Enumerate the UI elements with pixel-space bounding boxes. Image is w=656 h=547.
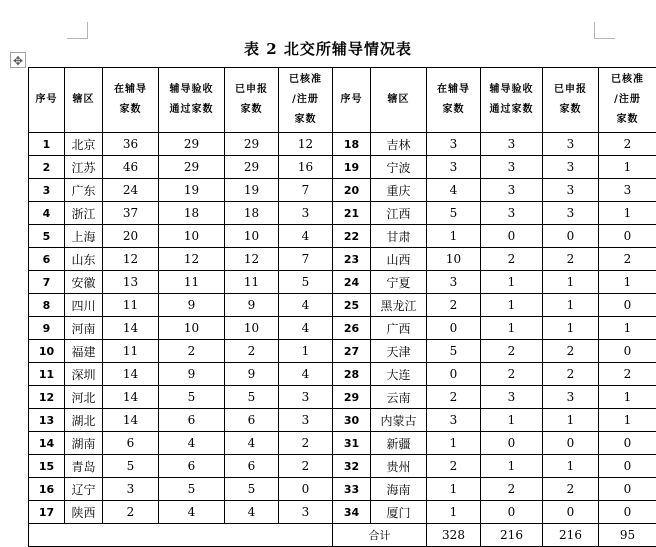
- seq-cell: 6: [29, 248, 65, 271]
- in-tutoring-cell: 1: [427, 478, 481, 501]
- filed-cell: 29: [225, 156, 279, 179]
- region-cell: 湖北: [65, 409, 103, 432]
- table-row: [29, 271, 656, 294]
- approved-cell: 4: [279, 363, 333, 386]
- seq-cell: 19: [333, 156, 371, 179]
- region-cell: 宁夏: [371, 271, 427, 294]
- filed-cell: 6: [225, 455, 279, 478]
- tutoring-table: [28, 67, 656, 547]
- approved-cell: 2: [599, 248, 656, 271]
- table-row: [29, 478, 656, 501]
- filed-cell: 2: [543, 478, 599, 501]
- passed-cell: 29: [159, 133, 225, 156]
- region-cell: 四川: [65, 294, 103, 317]
- in-tutoring-cell: 2: [427, 386, 481, 409]
- region-cell: 江苏: [65, 156, 103, 179]
- filed-cell: 3: [543, 156, 599, 179]
- approved-cell: 12: [279, 133, 333, 156]
- approved-cell: 0: [599, 432, 656, 455]
- filed-cell: 2: [225, 340, 279, 363]
- region-cell: 河南: [65, 317, 103, 340]
- header-in-tutoring: 在辅导 家数: [103, 68, 159, 133]
- filed-cell: 5: [225, 386, 279, 409]
- region-cell: 深圳: [65, 363, 103, 386]
- approved-cell: 4: [279, 317, 333, 340]
- in-tutoring-cell: 1: [427, 432, 481, 455]
- passed-cell: 2: [481, 363, 543, 386]
- seq-cell: 13: [29, 409, 65, 432]
- passed-cell: 29: [159, 156, 225, 179]
- table-row: [29, 409, 656, 432]
- total-row: [29, 524, 656, 547]
- passed-cell: 18: [159, 202, 225, 225]
- region-cell: 北京: [65, 133, 103, 156]
- region-cell: 陕西: [65, 501, 103, 524]
- seq-cell: 25: [333, 294, 371, 317]
- filed-cell: 12: [225, 248, 279, 271]
- seq-cell: 10: [29, 340, 65, 363]
- passed-cell: 3: [481, 202, 543, 225]
- seq-cell: 11: [29, 363, 65, 386]
- table-row: [29, 248, 656, 271]
- region-cell: 新疆: [371, 432, 427, 455]
- header-filed: 已申报 家数: [225, 68, 279, 133]
- passed-cell: 3: [481, 156, 543, 179]
- approved-cell: 0: [599, 340, 656, 363]
- in-tutoring-cell: 46: [103, 156, 159, 179]
- filed-cell: 2: [543, 248, 599, 271]
- seq-cell: 24: [333, 271, 371, 294]
- filed-cell: 1: [543, 271, 599, 294]
- in-tutoring-cell: 3: [103, 478, 159, 501]
- table-row: [29, 340, 656, 363]
- approved-cell: 3: [279, 202, 333, 225]
- in-tutoring-cell: 0: [427, 363, 481, 386]
- table-body: [29, 133, 656, 547]
- approved-cell: 16: [279, 156, 333, 179]
- passed-cell: 0: [481, 225, 543, 248]
- region-cell: 河北: [65, 386, 103, 409]
- filed-cell: 3: [543, 386, 599, 409]
- in-tutoring-cell: 2: [103, 501, 159, 524]
- total-blank-cell: [29, 524, 333, 547]
- total-label: 合计: [333, 524, 427, 547]
- approved-cell: 3: [279, 386, 333, 409]
- seq-cell: 26: [333, 317, 371, 340]
- passed-cell: 2: [159, 340, 225, 363]
- approved-cell: 1: [599, 271, 656, 294]
- filed-cell: 4: [225, 432, 279, 455]
- filed-cell: 3: [543, 179, 599, 202]
- passed-cell: 9: [159, 363, 225, 386]
- approved-cell: 7: [279, 179, 333, 202]
- region-cell: 青岛: [65, 455, 103, 478]
- approved-cell: 3: [599, 179, 656, 202]
- region-cell: 吉林: [371, 133, 427, 156]
- total-in-tutoring: 328: [427, 524, 481, 547]
- in-tutoring-cell: 14: [103, 363, 159, 386]
- region-cell: 辽宁: [65, 478, 103, 501]
- approved-cell: 0: [599, 455, 656, 478]
- header-filed: 已申报 家数: [543, 68, 599, 133]
- seq-cell: 8: [29, 294, 65, 317]
- in-tutoring-cell: 12: [103, 248, 159, 271]
- approved-cell: 2: [599, 133, 656, 156]
- passed-cell: 4: [159, 432, 225, 455]
- seq-cell: 5: [29, 225, 65, 248]
- in-tutoring-cell: 11: [103, 340, 159, 363]
- total-filed: 216: [543, 524, 599, 547]
- filed-cell: 10: [225, 225, 279, 248]
- table-row: [29, 455, 656, 478]
- region-cell: 厦门: [371, 501, 427, 524]
- passed-cell: 2: [481, 248, 543, 271]
- passed-cell: 12: [159, 248, 225, 271]
- in-tutoring-cell: 24: [103, 179, 159, 202]
- crop-mark-top-left: [67, 22, 88, 39]
- in-tutoring-cell: 13: [103, 271, 159, 294]
- passed-cell: 1: [481, 409, 543, 432]
- crop-mark-top-right: [594, 22, 615, 39]
- filed-cell: 5: [225, 478, 279, 501]
- seq-cell: 21: [333, 202, 371, 225]
- passed-cell: 9: [159, 294, 225, 317]
- region-cell: 黑龙江: [371, 294, 427, 317]
- table-row: [29, 317, 656, 340]
- in-tutoring-cell: 14: [103, 386, 159, 409]
- approved-cell: 0: [599, 478, 656, 501]
- seq-cell: 30: [333, 409, 371, 432]
- header-row: [29, 68, 656, 133]
- region-cell: 甘肃: [371, 225, 427, 248]
- approved-cell: 4: [279, 225, 333, 248]
- seq-cell: 17: [29, 501, 65, 524]
- table-move-handle-icon[interactable]: ✥: [10, 52, 26, 68]
- total-passed: 216: [481, 524, 543, 547]
- in-tutoring-cell: 36: [103, 133, 159, 156]
- passed-cell: 2: [481, 478, 543, 501]
- table-row: [29, 225, 656, 248]
- region-cell: 广西: [371, 317, 427, 340]
- filed-cell: 9: [225, 363, 279, 386]
- header-passed: 辅导验收 通过家数: [481, 68, 543, 133]
- passed-cell: 1: [481, 317, 543, 340]
- header-approved: 已核准 /注册 家数: [599, 68, 656, 133]
- filed-cell: 1: [543, 409, 599, 432]
- header-region: 辖区: [65, 68, 103, 133]
- header-approved: 已核准 /注册 家数: [279, 68, 333, 133]
- approved-cell: 4: [279, 294, 333, 317]
- passed-cell: 0: [481, 501, 543, 524]
- region-cell: 贵州: [371, 455, 427, 478]
- in-tutoring-cell: 3: [427, 409, 481, 432]
- seq-cell: 28: [333, 363, 371, 386]
- table-row: [29, 363, 656, 386]
- in-tutoring-cell: 1: [427, 501, 481, 524]
- approved-cell: 5: [279, 271, 333, 294]
- region-cell: 大连: [371, 363, 427, 386]
- seq-cell: 1: [29, 133, 65, 156]
- passed-cell: 0: [481, 432, 543, 455]
- approved-cell: 2: [279, 432, 333, 455]
- in-tutoring-cell: 1: [427, 225, 481, 248]
- table-row: [29, 501, 656, 524]
- in-tutoring-cell: 0: [427, 317, 481, 340]
- seq-cell: 14: [29, 432, 65, 455]
- filed-cell: 3: [543, 202, 599, 225]
- seq-cell: 2: [29, 156, 65, 179]
- table-row: [29, 294, 656, 317]
- in-tutoring-cell: 14: [103, 409, 159, 432]
- filed-cell: 4: [225, 501, 279, 524]
- in-tutoring-cell: 5: [427, 202, 481, 225]
- passed-cell: 5: [159, 478, 225, 501]
- filed-cell: 29: [225, 133, 279, 156]
- filed-cell: 0: [543, 501, 599, 524]
- header-passed: 辅导验收 通过家数: [159, 68, 225, 133]
- total-approved: 95: [599, 524, 656, 547]
- passed-cell: 1: [481, 271, 543, 294]
- table-title: 表 2 北交所辅导情况表: [0, 38, 656, 59]
- seq-cell: 15: [29, 455, 65, 478]
- filed-cell: 1: [543, 317, 599, 340]
- in-tutoring-cell: 6: [103, 432, 159, 455]
- in-tutoring-cell: 5: [427, 340, 481, 363]
- region-cell: 山西: [371, 248, 427, 271]
- table-row: [29, 432, 656, 455]
- table-row: [29, 202, 656, 225]
- filed-cell: 9: [225, 294, 279, 317]
- in-tutoring-cell: 5: [103, 455, 159, 478]
- passed-cell: 3: [481, 133, 543, 156]
- seq-cell: 33: [333, 478, 371, 501]
- passed-cell: 3: [481, 179, 543, 202]
- filed-cell: 0: [543, 432, 599, 455]
- approved-cell: 0: [599, 294, 656, 317]
- table-row: [29, 156, 656, 179]
- in-tutoring-cell: 10: [427, 248, 481, 271]
- in-tutoring-cell: 3: [427, 133, 481, 156]
- filed-cell: 0: [543, 225, 599, 248]
- approved-cell: 3: [279, 501, 333, 524]
- seq-cell: 4: [29, 202, 65, 225]
- region-cell: 江西: [371, 202, 427, 225]
- seq-cell: 16: [29, 478, 65, 501]
- header-seq: 序号: [333, 68, 371, 133]
- in-tutoring-cell: 3: [427, 156, 481, 179]
- seq-cell: 27: [333, 340, 371, 363]
- seq-cell: 29: [333, 386, 371, 409]
- header-region: 辖区: [371, 68, 427, 133]
- approved-cell: 1: [599, 202, 656, 225]
- approved-cell: 0: [599, 225, 656, 248]
- seq-cell: 32: [333, 455, 371, 478]
- region-cell: 重庆: [371, 179, 427, 202]
- in-tutoring-cell: 2: [427, 294, 481, 317]
- region-cell: 广东: [65, 179, 103, 202]
- approved-cell: 7: [279, 248, 333, 271]
- passed-cell: 4: [159, 501, 225, 524]
- in-tutoring-cell: 20: [103, 225, 159, 248]
- approved-cell: 1: [599, 156, 656, 179]
- filed-cell: 2: [543, 340, 599, 363]
- passed-cell: 11: [159, 271, 225, 294]
- region-cell: 天津: [371, 340, 427, 363]
- seq-cell: 3: [29, 179, 65, 202]
- passed-cell: 1: [481, 294, 543, 317]
- in-tutoring-cell: 11: [103, 294, 159, 317]
- in-tutoring-cell: 4: [427, 179, 481, 202]
- seq-cell: 20: [333, 179, 371, 202]
- table-row: [29, 179, 656, 202]
- in-tutoring-cell: 37: [103, 202, 159, 225]
- region-cell: 福建: [65, 340, 103, 363]
- filed-cell: 10: [225, 317, 279, 340]
- in-tutoring-cell: 3: [427, 271, 481, 294]
- header-in-tutoring: 在辅导 家数: [427, 68, 481, 133]
- filed-cell: 3: [543, 133, 599, 156]
- filed-cell: 18: [225, 202, 279, 225]
- region-cell: 浙江: [65, 202, 103, 225]
- approved-cell: 2: [279, 455, 333, 478]
- approved-cell: 1: [599, 386, 656, 409]
- table-row: [29, 386, 656, 409]
- approved-cell: 1: [279, 340, 333, 363]
- filed-cell: 6: [225, 409, 279, 432]
- in-tutoring-cell: 14: [103, 317, 159, 340]
- passed-cell: 10: [159, 225, 225, 248]
- seq-cell: 22: [333, 225, 371, 248]
- filed-cell: 2: [543, 363, 599, 386]
- passed-cell: 5: [159, 386, 225, 409]
- passed-cell: 6: [159, 409, 225, 432]
- approved-cell: 2: [599, 363, 656, 386]
- table-row: [29, 133, 656, 156]
- in-tutoring-cell: 2: [427, 455, 481, 478]
- region-cell: 海南: [371, 478, 427, 501]
- region-cell: 上海: [65, 225, 103, 248]
- region-cell: 安徽: [65, 271, 103, 294]
- passed-cell: 3: [481, 386, 543, 409]
- passed-cell: 2: [481, 340, 543, 363]
- region-cell: 湖南: [65, 432, 103, 455]
- filed-cell: 11: [225, 271, 279, 294]
- passed-cell: 19: [159, 179, 225, 202]
- passed-cell: 10: [159, 317, 225, 340]
- region-cell: 云南: [371, 386, 427, 409]
- filed-cell: 19: [225, 179, 279, 202]
- seq-cell: 18: [333, 133, 371, 156]
- seq-cell: 12: [29, 386, 65, 409]
- seq-cell: 7: [29, 271, 65, 294]
- region-cell: 内蒙古: [371, 409, 427, 432]
- seq-cell: 23: [333, 248, 371, 271]
- region-cell: 山东: [65, 248, 103, 271]
- header-seq: 序号: [29, 68, 65, 133]
- filed-cell: 1: [543, 455, 599, 478]
- region-cell: 宁波: [371, 156, 427, 179]
- approved-cell: 0: [279, 478, 333, 501]
- seq-cell: 31: [333, 432, 371, 455]
- filed-cell: 1: [543, 294, 599, 317]
- approved-cell: 1: [599, 409, 656, 432]
- approved-cell: 0: [599, 501, 656, 524]
- seq-cell: 9: [29, 317, 65, 340]
- seq-cell: 34: [333, 501, 371, 524]
- passed-cell: 6: [159, 455, 225, 478]
- passed-cell: 1: [481, 455, 543, 478]
- approved-cell: 3: [279, 409, 333, 432]
- approved-cell: 1: [599, 317, 656, 340]
